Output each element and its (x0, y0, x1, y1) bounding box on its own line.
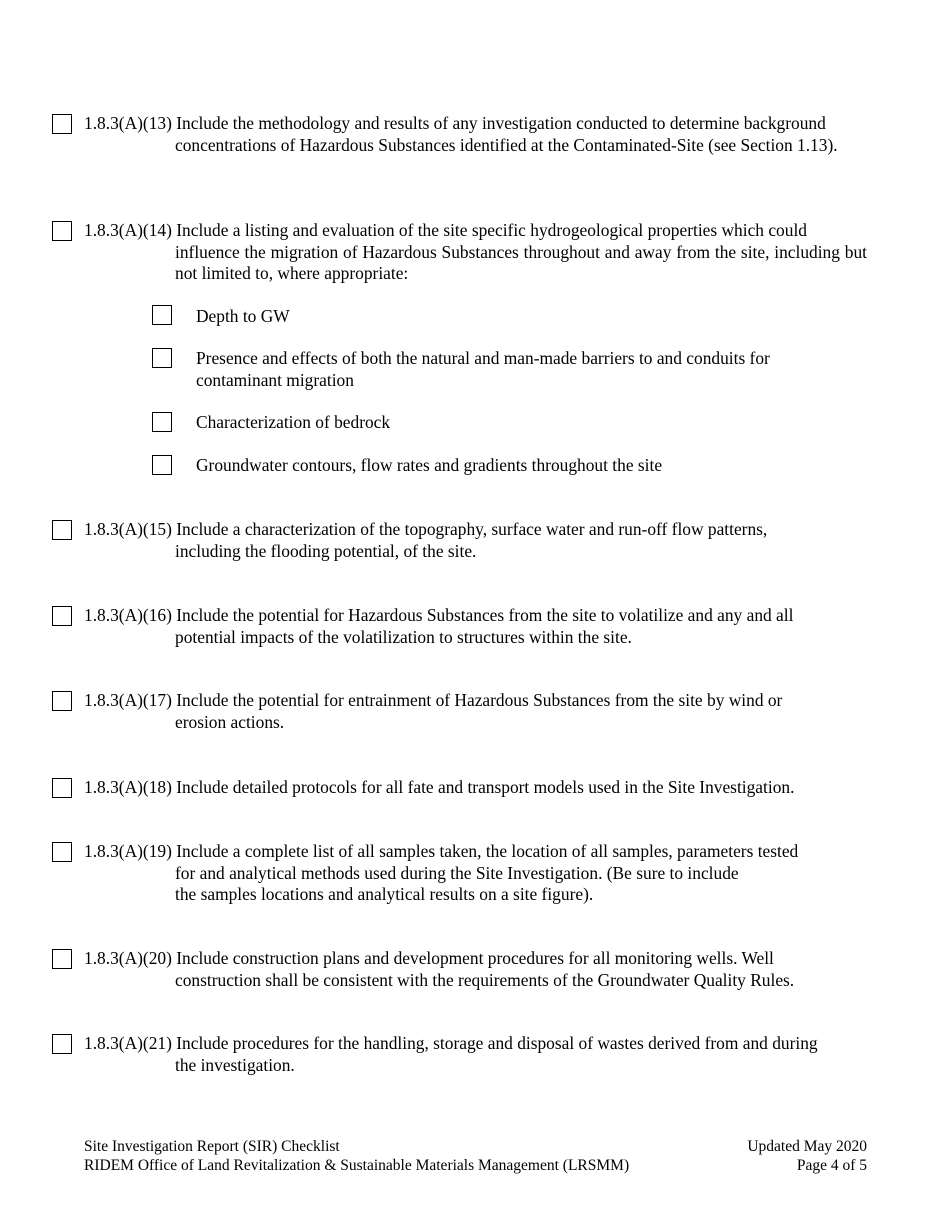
item-code: 1.8.3(A)(14) (84, 220, 172, 240)
checkbox-item-15[interactable] (52, 520, 72, 540)
checkbox-bedrock[interactable] (152, 412, 172, 432)
checkbox-item-21[interactable] (52, 1034, 72, 1054)
item-code: 1.8.3(A)(18) (84, 777, 172, 797)
item-code: 1.8.3(A)(20) (84, 948, 172, 968)
item-first-line: 1.8.3(A)(19) Include a complete list of all samples taken, the location of all samples, parameters tested (84, 841, 799, 861)
page-footer (84, 1138, 867, 1175)
item-continuation: potential impacts of the volatilization to structures within the site. (175, 626, 632, 647)
item-code: 1.8.3(A)(13) (84, 113, 172, 133)
subitem-bedrock: Characterization of bedrock (196, 412, 391, 432)
item-first-line: 1.8.3(A)(13) Include the methodology and results of any investigation conducted to determine background (84, 113, 826, 133)
checkbox-item-14[interactable] (52, 221, 72, 241)
checkbox-barriers-conduits[interactable] (152, 348, 172, 368)
footer-updated-date: Updated May 2020 (747, 1138, 867, 1155)
checkbox-item-18[interactable] (52, 778, 72, 798)
item-first-line: 1.8.3(A)(15) Include a characterization of the topography, surface water and run-off flow patterns, (84, 519, 768, 539)
item-first-line: 1.8.3(A)(20) Include construction plans and development procedures for all monitoring wells. Well (84, 948, 774, 968)
footer-row-1 (84, 1138, 867, 1157)
checkbox-item-20[interactable] (52, 949, 72, 969)
item-continuation: including the flooding potential, of the site. (175, 540, 477, 561)
subitem-barriers-conduits: Presence and effects of both the natural and man-made barriers to and conduits for contaminant migration (196, 348, 770, 390)
item-first-line: 1.8.3(A)(21) Include procedures for the handling, storage and disposal of wastes derived from and during (84, 1033, 818, 1053)
checklist-item-13 (84, 113, 867, 156)
checkbox-item-13[interactable] (52, 114, 72, 134)
checklist-item-19 (84, 841, 867, 906)
checklist-item-21 (84, 1033, 867, 1076)
checklist-item-14 (84, 220, 867, 285)
checkbox-item-16[interactable] (52, 606, 72, 626)
item-first-line: 1.8.3(A)(14) Include a listing and evaluation of the site specific hydrogeological properties which could (84, 220, 807, 240)
item-first-line: 1.8.3(A)(16) Include the potential for Hazardous Substances from the site to volatilize and any and all (84, 605, 794, 625)
checkbox-item-19[interactable] (52, 842, 72, 862)
item-first-line: 1.8.3(A)(18) Include detailed protocols for all fate and transport models used in the Site Investigation. (84, 777, 795, 797)
checklist-item-18 (84, 777, 867, 799)
item-code: 1.8.3(A)(21) (84, 1033, 172, 1053)
item-code: 1.8.3(A)(16) (84, 605, 172, 625)
item-code: 1.8.3(A)(17) (84, 690, 172, 710)
item-continuation: erosion actions. (175, 711, 285, 732)
checkbox-item-17[interactable] (52, 691, 72, 711)
item-first-line: 1.8.3(A)(17) Include the potential for entrainment of Hazardous Substances from the site by wind or (84, 690, 783, 710)
checklist-item-17 (84, 690, 867, 733)
item-continuation: concentrations of Hazardous Substances identified at the Contaminated-Site (see Section 1.13). (175, 134, 838, 155)
item-continuation: the investigation. (175, 1054, 295, 1075)
footer-doc-title: Site Investigation Report (SIR) Checklist (84, 1138, 340, 1155)
footer-office: RIDEM Office of Land Revitalization & Sustainable Materials Management (LRSMM) (84, 1156, 630, 1174)
item-continuation: for and analytical methods used during the Site Investigation. (Be sure to include the samples locations and analytical results on a site figure). (175, 862, 739, 904)
checklist-item-15 (84, 519, 867, 562)
item-continuation: influence the migration of Hazardous Substances throughout and away from the site, including but not limited to, where appropriate: (175, 241, 867, 283)
footer-row-2 (84, 1157, 867, 1176)
checkbox-depth-to-gw[interactable] (152, 305, 172, 325)
checklist-item-16 (84, 605, 867, 648)
checklist-item-20 (84, 948, 867, 991)
checkbox-groundwater-contours[interactable] (152, 455, 172, 475)
subitem-depth-to-gw: Depth to GW (196, 306, 290, 326)
subitem-groundwater-contours: Groundwater contours, flow rates and gradients throughout the site (196, 455, 663, 475)
item-continuation: construction shall be consistent with the requirements of the Groundwater Quality Rules. (175, 969, 795, 990)
footer-page-number: Page 4 of 5 (796, 1156, 867, 1174)
item-code: 1.8.3(A)(19) (84, 841, 172, 861)
item-code: 1.8.3(A)(15) (84, 519, 172, 539)
